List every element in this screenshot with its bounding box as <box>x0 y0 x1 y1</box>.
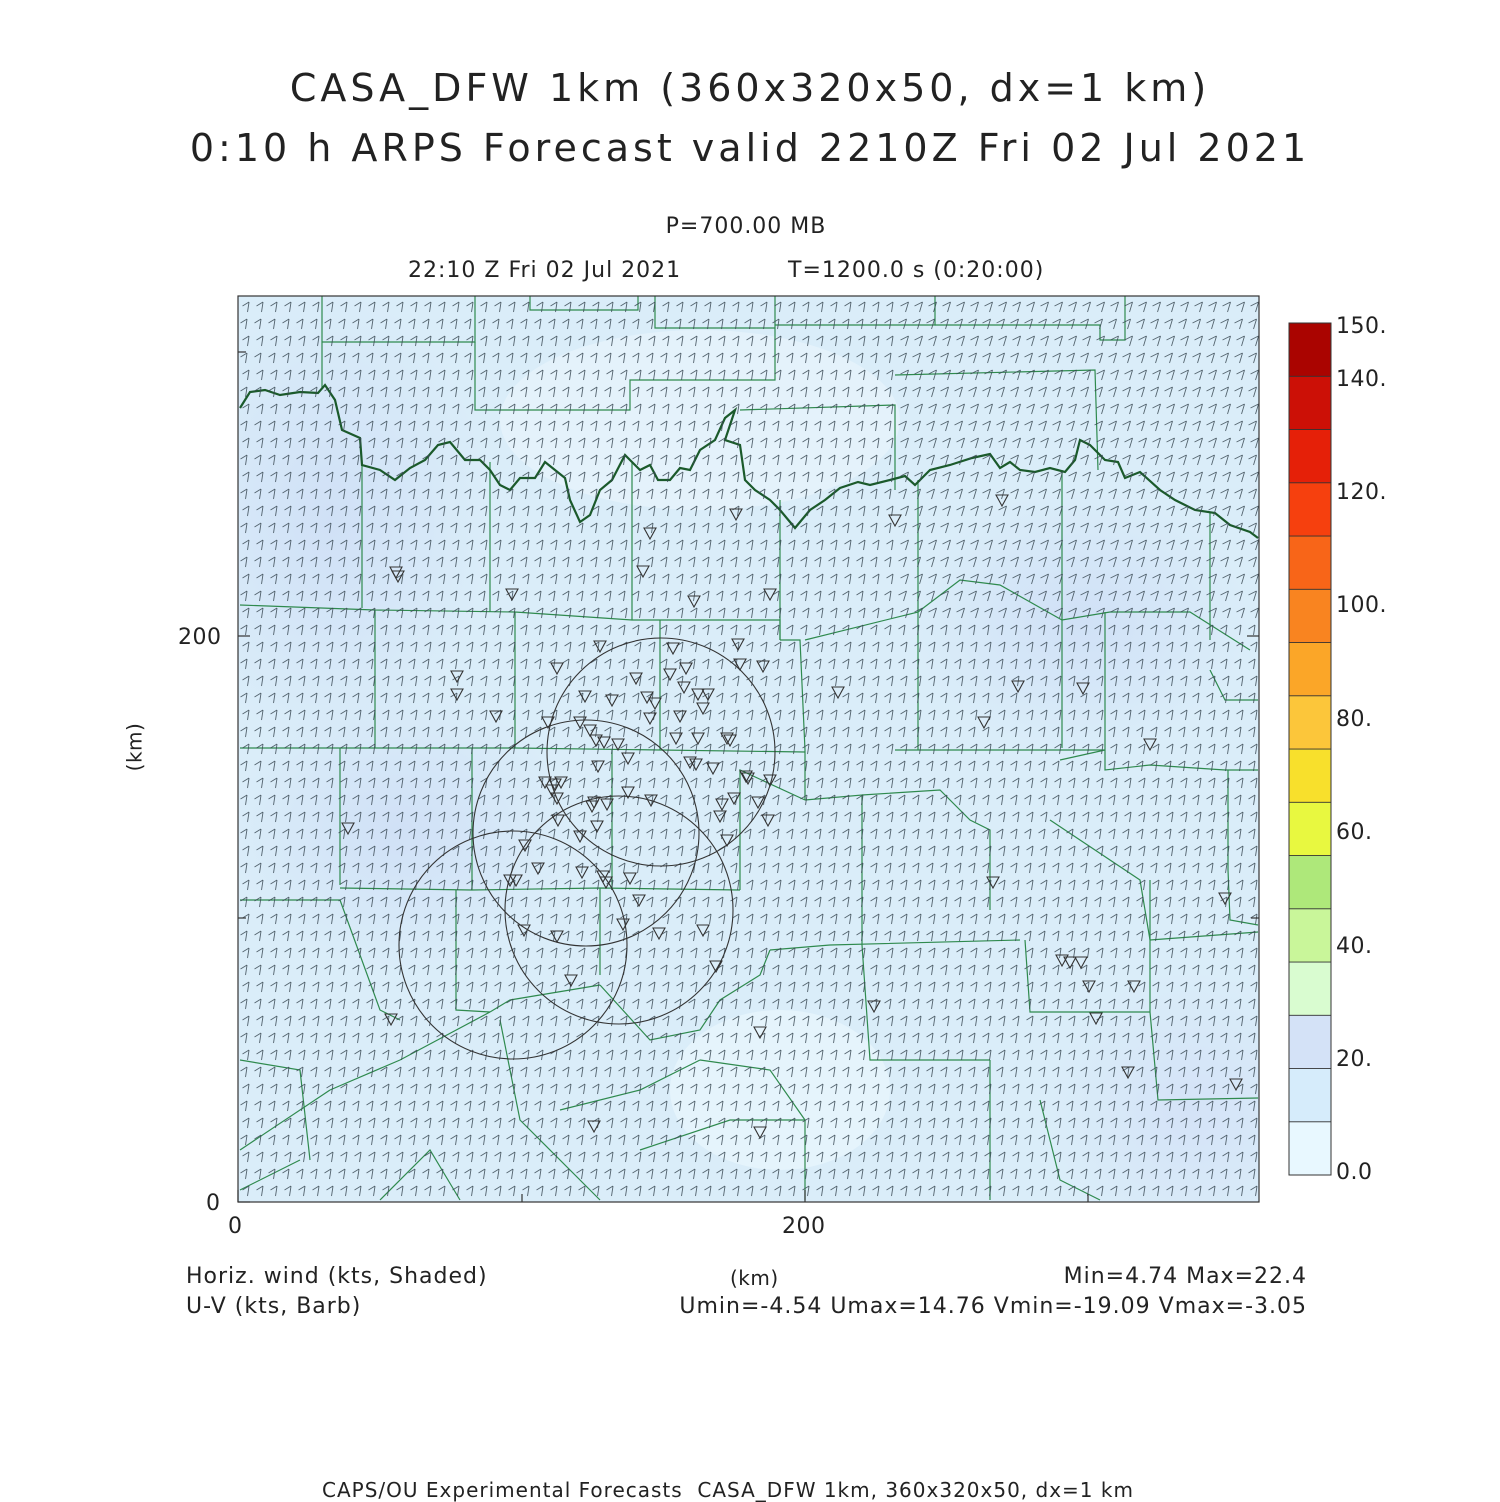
pressure-level-label: P=700.00 MB <box>665 214 827 239</box>
colorbar-label-140: 140. <box>1336 367 1387 392</box>
y-axis-label: (km) <box>122 722 147 772</box>
colorbar-cell <box>1289 909 1331 962</box>
colorbar-cell <box>1289 589 1331 642</box>
colorbar-label-0: 0.0 <box>1336 1160 1373 1185</box>
uv-stats-label: Umin=-4.54 Umax=14.76 Vmin=-19.09 Vmax=-3.05 <box>679 1294 1307 1319</box>
barb-field-label: U-V (kts, Barb) <box>186 1294 362 1319</box>
model-time-label: T=1200.0 s (0:20:00) <box>788 258 1045 283</box>
colorbar <box>1289 323 1331 1175</box>
colorbar-label-20: 20. <box>1336 1047 1373 1072</box>
colorbar-cell <box>1289 962 1331 1015</box>
colorbar-label-40: 40. <box>1336 934 1373 959</box>
credits-line: CAPS/OU Experimental Forecasts CASA_DFW 1km, 360x320x50, dx=1 km <box>322 1478 1134 1502</box>
colorbar-cell <box>1289 1122 1331 1175</box>
colorbar-label-150: 150. <box>1336 314 1387 339</box>
y-tick-0: 0 <box>206 1191 221 1216</box>
x-tick-0: 0 <box>228 1214 243 1239</box>
colorbar-cell <box>1289 483 1331 536</box>
colorbar-cell <box>1289 802 1331 855</box>
colorbar-cell <box>1289 749 1331 802</box>
colorbar-label-80: 80. <box>1336 707 1373 732</box>
colorbar-cell <box>1289 323 1331 376</box>
colorbar-cell <box>1289 696 1331 749</box>
colorbar-cell <box>1289 430 1331 483</box>
shaded-field-label: Horiz. wind (kts, Shaded) <box>186 1264 488 1289</box>
colorbar-cell <box>1289 643 1331 696</box>
colorbar-cell <box>1289 536 1331 589</box>
chart-title-line1: CASA_DFW 1km (360x320x50, dx=1 km) <box>289 66 1211 110</box>
valid-time-label: 22:10 Z Fri 02 Jul 2021 <box>408 258 682 283</box>
colorbar-label-100: 100. <box>1336 593 1387 618</box>
x-tick-200: 200 <box>782 1214 826 1239</box>
y-tick-200: 200 <box>178 625 222 650</box>
min-max-label: Min=4.74 Max=22.4 <box>1063 1264 1307 1289</box>
colorbar-cell <box>1289 1069 1331 1122</box>
colorbar-cell <box>1289 376 1331 429</box>
colorbar-cell <box>1289 856 1331 909</box>
colorbar-label-120: 120. <box>1336 480 1387 505</box>
chart-title-line2: 0:10 h ARPS Forecast valid 2210Z Fri 02 Jul 2021 <box>189 126 1311 170</box>
x-axis-label: (km) <box>730 1266 779 1290</box>
colorbar-cell <box>1289 1015 1331 1068</box>
colorbar-label-60: 60. <box>1336 820 1373 845</box>
